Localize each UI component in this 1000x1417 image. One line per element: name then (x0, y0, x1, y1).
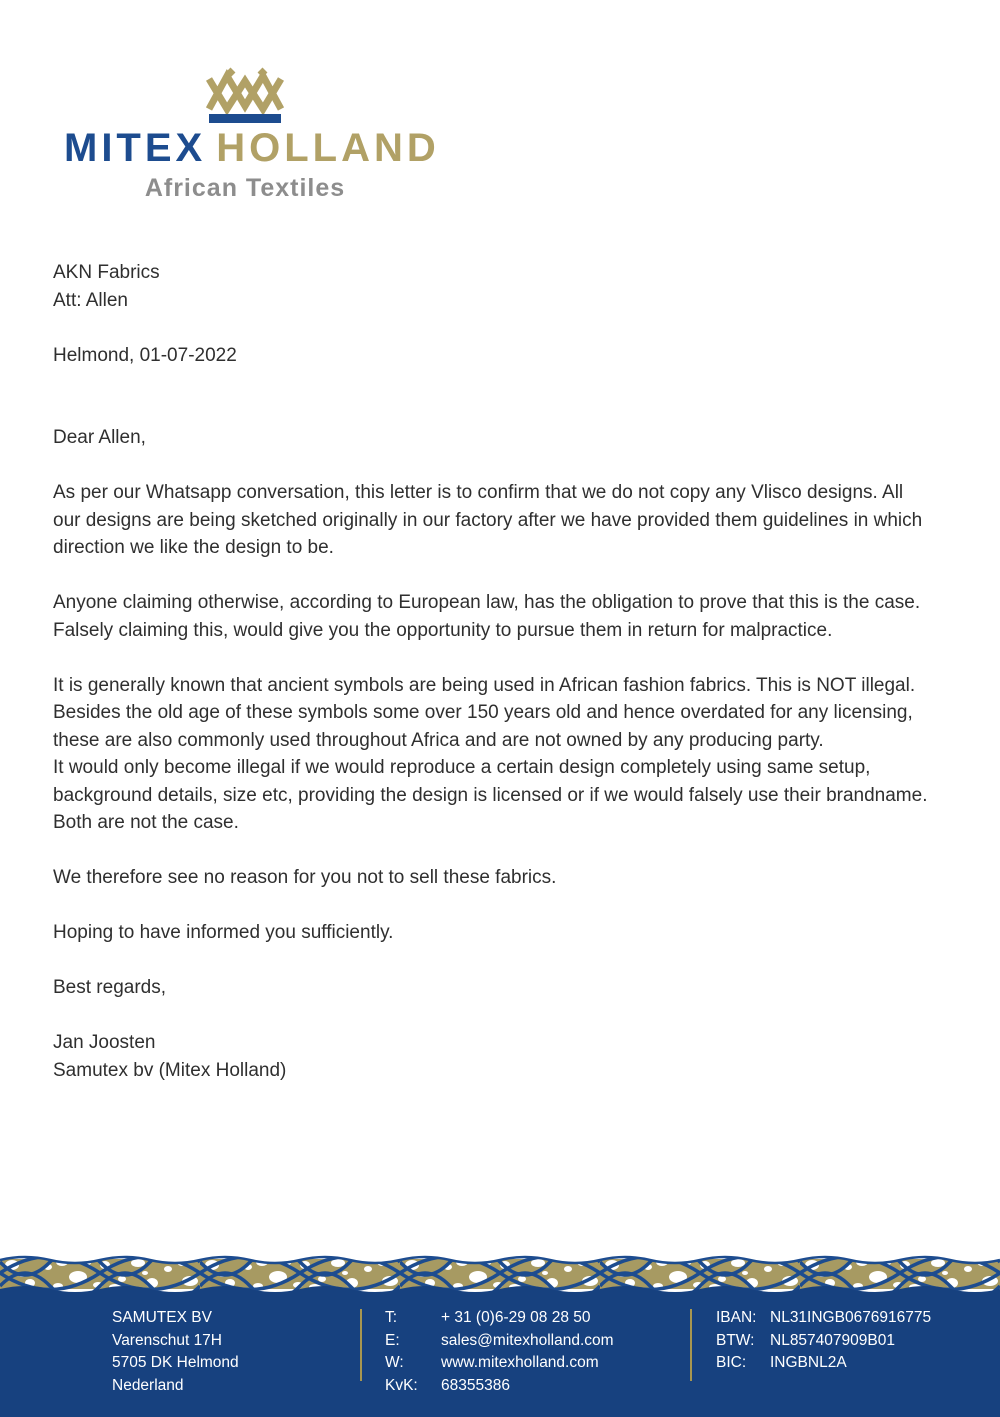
letter-body (53, 259, 933, 1084)
footer-city: 5705 DK Helmond (112, 1354, 239, 1372)
footer-company-name: SAMUTEX BV (112, 1309, 212, 1326)
crown-icon-wrap (64, 66, 426, 126)
brand-wordmark (64, 126, 440, 170)
brand-name-mitex: MITEX (64, 126, 207, 170)
brand-tagline: African Textiles (144, 174, 346, 202)
dateline: Helmond, 01-07-2022 (53, 344, 237, 366)
email-value: sales@mitexholland.com (441, 1331, 614, 1349)
phone-value: + 31 (0)6-29 08 28 50 (441, 1309, 591, 1326)
crown-icon (203, 66, 287, 124)
paragraph-2: Anyone claiming otherwise, according to European law, has the obligation to prove that this is the case. Falsely claiming this, would give you the opportunity to pursue them in return for malpractice. (53, 592, 921, 641)
footer-bank (716, 1307, 931, 1375)
brand-name-holland: HOLLAND (216, 126, 440, 170)
iban-label: IBAN: (716, 1309, 757, 1326)
btw-label: BTW: (716, 1331, 755, 1349)
kvk-value: 68355386 (441, 1377, 510, 1395)
fabric-pattern-band (0, 1253, 1000, 1295)
paragraph-3c: Both are not the case. (53, 812, 239, 833)
footer-street: Varenschut 17H (112, 1331, 222, 1349)
bic-value: INGBNL2A (770, 1354, 847, 1372)
footer-country: Nederland (112, 1377, 184, 1395)
email-label: E: (385, 1331, 400, 1349)
footer-address (112, 1307, 239, 1398)
footer-divider-right (690, 1309, 692, 1381)
closing: Best regards, (53, 977, 166, 998)
recipient-line-2: Att: Allen (53, 289, 128, 311)
signature-name: Jan Joosten (53, 1032, 156, 1053)
signature-company: Samutex bv (Mitex Holland) (53, 1059, 287, 1081)
kvk-label: KvK: (385, 1377, 418, 1395)
footer (0, 1295, 1000, 1417)
footer-contact (385, 1307, 614, 1398)
paragraph-3a: It is generally known that ancient symbols are being used in African fashion fabrics. This is NOT illegal. Besides the old age of these symbols some over 150 years old and hence overdated for any licensing, these are also commonly used throughout Africa and are not owned by any producing party. (53, 674, 916, 751)
paragraph-4: We therefore see no reason for you not to sell these fabrics. (53, 867, 557, 888)
btw-value: NL857407909B01 (770, 1331, 895, 1349)
brand-logo (64, 66, 440, 203)
website-label: W: (385, 1354, 404, 1372)
paragraph-1: As per our Whatsapp conversation, this letter is to confirm that we do not copy any Vlisco designs. All our designs are being sketched originally in our factory after we have provided them guidelines in which direction we like the design to be. (53, 482, 923, 558)
website-value: www.mitexholland.com (441, 1354, 599, 1372)
paragraph-3b: It would only become illegal if we would reproduce a certain design completely using same setup, background details, size etc, providing the design is licensed or if we would falsely use their brandname. (53, 757, 928, 806)
iban-value: NL31INGB0676916775 (770, 1309, 932, 1326)
paragraph-5: Hoping to have informed you sufficiently. (53, 922, 394, 943)
recipient-line-1: AKN Fabrics (53, 262, 160, 283)
footer-divider-left (360, 1309, 362, 1381)
salutation: Dear Allen, (53, 427, 146, 448)
phone-label: T: (385, 1309, 398, 1326)
bic-label: BIC: (716, 1354, 747, 1372)
